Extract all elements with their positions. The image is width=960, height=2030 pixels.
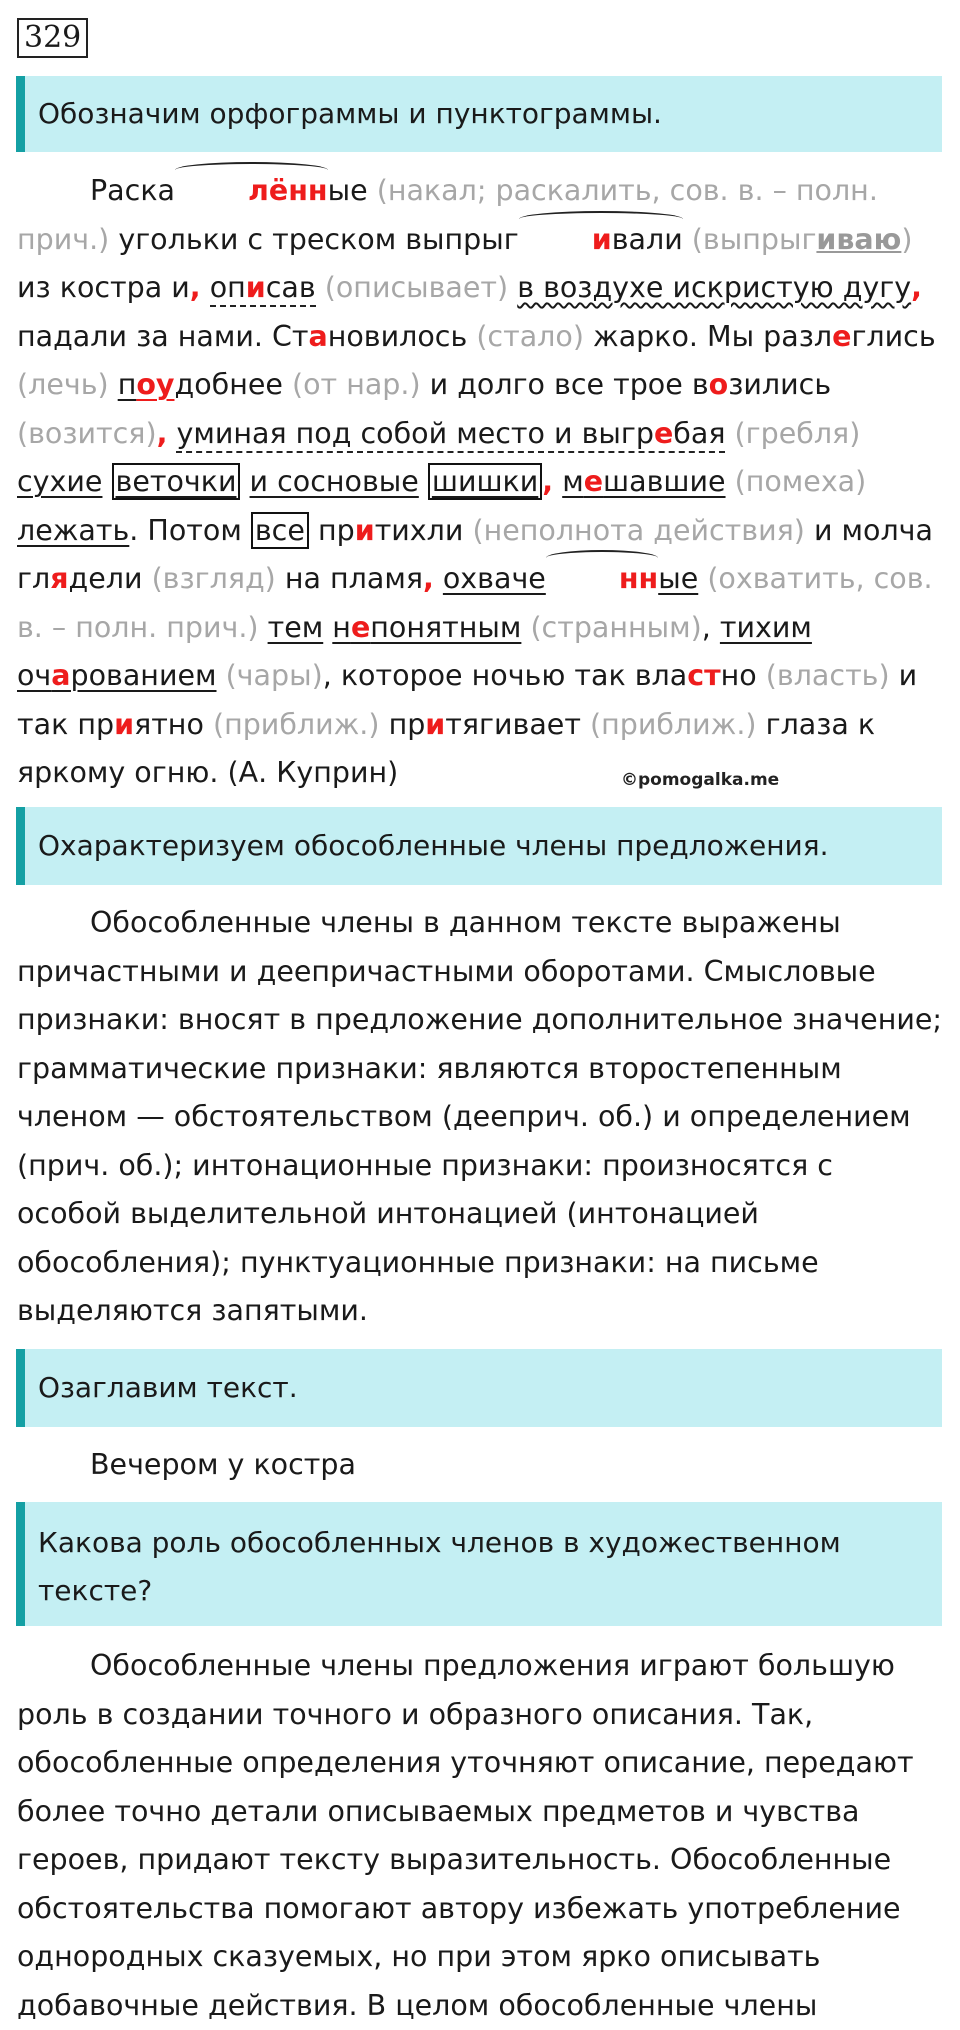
section-heading-separated-members — [16, 807, 942, 885]
section-heading-spelling — [16, 76, 942, 152]
heading-text: Обозначим орфограммы и пунктограммы. — [38, 97, 662, 130]
section-heading-title — [16, 1349, 942, 1427]
exercise-number: 329 — [17, 18, 88, 58]
heading-text: Озаглавим текст. — [38, 1371, 298, 1404]
answer-paragraph-role: Обособленные члены предложения играют большую роль в создании точного и образного описания. Так, обособленные определения уточняют описание, передают более точно детали описываемых предметов и чувства героев, придают тексту выразительность. Обособленные обстоятельства помогают автору избежать употребление однородных сказуемых, но при этом ярко описывать добавочные действия. В целом обособленные члены — [17, 1649, 914, 2022]
answer-paragraph-characteristics: Обособленные члены в данном тексте выражены причастными и деепричастными оборотами. Смысловые признаки: вносят в предложение дополнительное значение; грамматические признаки: являются второстепенным членом — обстоятельством (дееприч. об.) и определением (прич. об.); интонационные признаки: произносятся с особой выделительной интонацией (интонацией обособления); пунктуационные признаки: на письме выделяются запятыми. — [17, 906, 942, 1327]
heading-text: Охарактеризуем обособленные члены предложения. — [38, 829, 829, 862]
heading-text: Какова роль обособленных членов в художественном тексте? — [38, 1526, 841, 1607]
comment: (накал; раскалить, сов. в. – полн. прич.) — [17, 174, 878, 256]
section-heading-role — [16, 1502, 942, 1626]
analyzed-text: Раска лённые (накал; раскалить, сов. в. – полн. прич.) угольки с треском выпрыг ивали (выпрыгиваю) из костра и, описав (описывает) в воздухе искристую дугу, падали за нами. Становилось (стало) жарко. Мы разлеглись (лечь) поудобнее (от нар.) и долго все трое возились (возится), уминая под собой место и выгребая (гребля) сухие веточки и сосновые шишки , мешавшие (помеха) лежать. Потом все притихли (неполнота действия) и молча глядели (взгляд) на пламя, охваче нные (охватить, сов. в. – полн. прич.) тем непонятным (странным), тихим очарованием (чары), которое ночью так властно (власть) и так приятно (приближ.) притягивает (приближ.) глаза к яркому огню. (А. Куприн) — [17, 167, 945, 798]
answer-title: Вечером у костра — [90, 1448, 356, 1481]
watermark: ©pomogalka.me — [621, 770, 780, 790]
